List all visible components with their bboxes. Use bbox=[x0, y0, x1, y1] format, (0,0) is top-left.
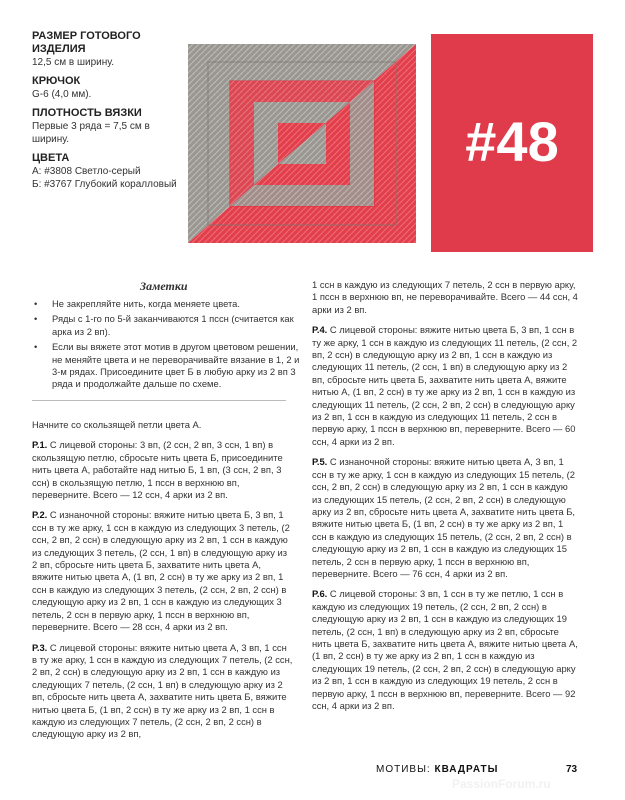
instructions-left-column bbox=[32, 419, 294, 749]
row-label: Р.4. bbox=[312, 324, 328, 336]
hook-value: G-6 (4,0 мм). bbox=[32, 89, 92, 100]
crochet-square-illustration bbox=[186, 42, 418, 245]
section-prefix: МОТИВЫ: bbox=[376, 764, 435, 775]
colors-heading: ЦВЕТА bbox=[32, 152, 70, 164]
intro-text: Начните со скользящей петли цвета А. bbox=[32, 419, 202, 430]
instructions-right-column bbox=[312, 279, 578, 720]
row-text: С лицевой стороны: 3 вп, (2 ссн, 2 вп, 3 ссн, 1 вп) в скользящую петлю, сбросьте нить цвета Б, присоедините нить цвета А, работайте над нитью Б, 1 вп, (3 ссн, 2 вп, 3 ссн) в скользящую петлю, 1 пссн в верхнюю вп, переверните. Всего — 12 ссн, 4 арки из 2 вп. bbox=[32, 439, 283, 501]
size-heading: РАЗМЕР ГОТОВОГО ИЗДЕЛИЯ bbox=[32, 30, 141, 55]
section-footer bbox=[376, 764, 498, 775]
notes-divider bbox=[32, 400, 286, 401]
row-label: Р.5. bbox=[312, 456, 328, 468]
row-3-continued: 1 ссн в каждую из следующих 7 петель, 2 ссн в первую арку, 1 пссн в верхнюю вп, не переворачивайте. Всего — 44 ссн, 4 арки из 2 вп. bbox=[312, 279, 578, 315]
gauge-value: Первые 3 ряда = 7,5 см в ширину. bbox=[32, 121, 150, 145]
row-3 bbox=[32, 642, 294, 741]
row-text: С лицевой стороны: 3 вп, 1 ссн в ту же петлю, 1 ссн в каждую из следующих 19 петель, (2 ссн, 2 вп, 2 ссн) в следующую арку из 2 вп, 1 ссн в каждую из следующих 19 петель, (2 ссн, 1 вп) в следующую арку из 2 вп, сбросьте нить цвета Б, захватите нить цвета А, вяжите нитью цвета А, (1 вп, 2 ссн) в ту же арку из 2 вп, 1 ссн в каждую из следующих 19 петель, (2 ссн, 2 вп, 2 ссн) в следующую арку из 2 вп, 1 ссн в каждую из следующих 19 петель, 2 ссн в первую арку, 1 пссн в верхнюю вп, переверните. Всего — 92 ссн, 4 арки из 2 вп. bbox=[312, 588, 578, 711]
row-2 bbox=[32, 509, 294, 633]
motif-photo bbox=[186, 42, 418, 245]
note-item: • Если вы вяжете этот мотив в другом цветовом решении, не меняйте цвета и не переворачивайте вязание в 1, 2 и 3-м рядах. Присоедините цвет Б в любую арку из 2 вп 3 ряда и продолжайте дальше по схеме. bbox=[34, 341, 302, 391]
gauge-heading: ПЛОТНОСТЬ ВЯЗКИ bbox=[32, 107, 142, 119]
motif-number-box bbox=[431, 34, 593, 252]
row-label: Р.3. bbox=[32, 641, 48, 653]
color-b: Б: #3767 Глубокий коралловый bbox=[32, 179, 177, 190]
row-5 bbox=[312, 456, 578, 580]
row-1 bbox=[32, 439, 294, 501]
section-name: КВАДРАТЫ bbox=[434, 764, 499, 775]
page-number: 73 bbox=[566, 764, 578, 775]
motif-number: #48 bbox=[465, 110, 559, 173]
row-label: Р.6. bbox=[312, 588, 328, 600]
hook-heading: КРЮЧОК bbox=[32, 75, 81, 87]
row-text: С изнаночной стороны: вяжите нитью цвета А, 3 вп, 1 ссн в ту же арку, 1 ссн в каждую из следующих 15 петель, (2 ссн, 2 вп, 2 ссн) в следующую арку из 2 вп, 1 ссн в каждую из следующих 15 петель, (2 ссн, 2 вп, 2 ссн) в следующую арку из 2 вп, сбросьте нить цвета А, захватите нить цвета Б, вяжите нитью цвета Б, (1 вп, 2 ссн) в ту же арку из 2 вп, 1 ссн в каждую из следующих 15 петель, (2 ссн, 2 вп, 2 ссн) в следующую арку из 2 вп, 1 ссн в каждую из следующих 15 петель, 2 ссн в первую арку, 1 пссн в верхнюю вп, переверните. Всего — 76 ссн, 4 арки из 2 вп. bbox=[312, 456, 576, 579]
watermark: PassionForum.ru bbox=[452, 777, 551, 791]
row-text: С лицевой стороны: вяжите нитью цвета А, 3 вп, 1 ссн в ту же арку, 1 ссн в каждую из следующих 7 петель, (2 ссн, 2 вп, 2 ссн) в следующую арку из 2 вп, 1 ссн в каждую из следующих 7 петель, (2 ссн, 1 вп) в следующую арку из 2 вп, сбросьте нить цвета А, захватите нить цвета Б, вяжите нитью цвета Б, (1 вп, 2 ссн) в ту же арку из 2 вп, 1 ссн в каждую из следующих 7 петель, (2 ссн, 2 вп, 2 ссн) в следующую арку из 2 вп, bbox=[32, 641, 293, 740]
notes-title: Заметки bbox=[140, 279, 188, 293]
notes-list bbox=[34, 298, 302, 394]
row-4 bbox=[312, 324, 578, 448]
note-item: • Ряды с 1-го по 5-й заканчиваются 1 пссн (считается как арка из 2 вп). bbox=[34, 313, 302, 338]
row-text: С лицевой стороны: вяжите нитью цвета Б, 3 вп, 1 ссн в ту же арку, 1 ссн в каждую из следующих 11 петель, (2 ссн, 2 вп, 2 ссн) в следующую арку из 2 вп, 1 ссн в каждую из следующих 11 петель, (2 ссн, 1 вп) в следующую арку из 2 вп, сбросьте нить цвета Б, захватите нить цвета А, вяжите нитью А, (1 вп, 2 ссн) в ту же арку из 2 вп, 1 ссн в каждую из следующих 11 петель, (2 ссн, 2 вп, 2 ссн) в следующую арку из 2 вп, 1 ссн в каждую из следующих 11 петель, 2 ссн в первую арку, 1 пссн в верхнюю вп, переверните. Всего — 60 ссн, 4 арки из 2 вп. bbox=[312, 324, 578, 447]
size-value: 12,5 см в ширину. bbox=[32, 57, 115, 68]
color-a: А: #3808 Светло-серый bbox=[32, 166, 141, 177]
specifications bbox=[32, 30, 182, 197]
row-label: Р.2. bbox=[32, 509, 48, 521]
row-label: Р.1. bbox=[32, 439, 48, 451]
row-text: С изнаночной стороны: вяжите нитью цвета Б, 3 вп, 1 ссн в ту же арку, 1 ссн в каждую из следующих 3 петель, (2 ссн, 2 вп, 2 ссн) в следующую арку из 2 вп, 1 ссн в каждую из следующих 3 петель, (2 ссн, 1 вп) в следующую арку из 2 вп, сбросьте нить цвета Б, захватите нить цвета А, вяжите нитью цвета А, (1 вп, 2 ссн) в ту же арку из 2 вп, 1 ссн в каждую из следующих 3 петель, (2 ссн, 2 вп, 2 ссн) в следующую арку из 2 вп, 1 ссн в каждую из следующих 3 петель, 2 ссн в первую арку, 1 пссн в верхнюю вп, переверните. Всего — 28 ссн, 4 арки из 2 вп. bbox=[32, 509, 290, 633]
note-item: • Не закрепляйте нить, когда меняете цвета. bbox=[34, 298, 302, 310]
row-6 bbox=[312, 588, 578, 712]
